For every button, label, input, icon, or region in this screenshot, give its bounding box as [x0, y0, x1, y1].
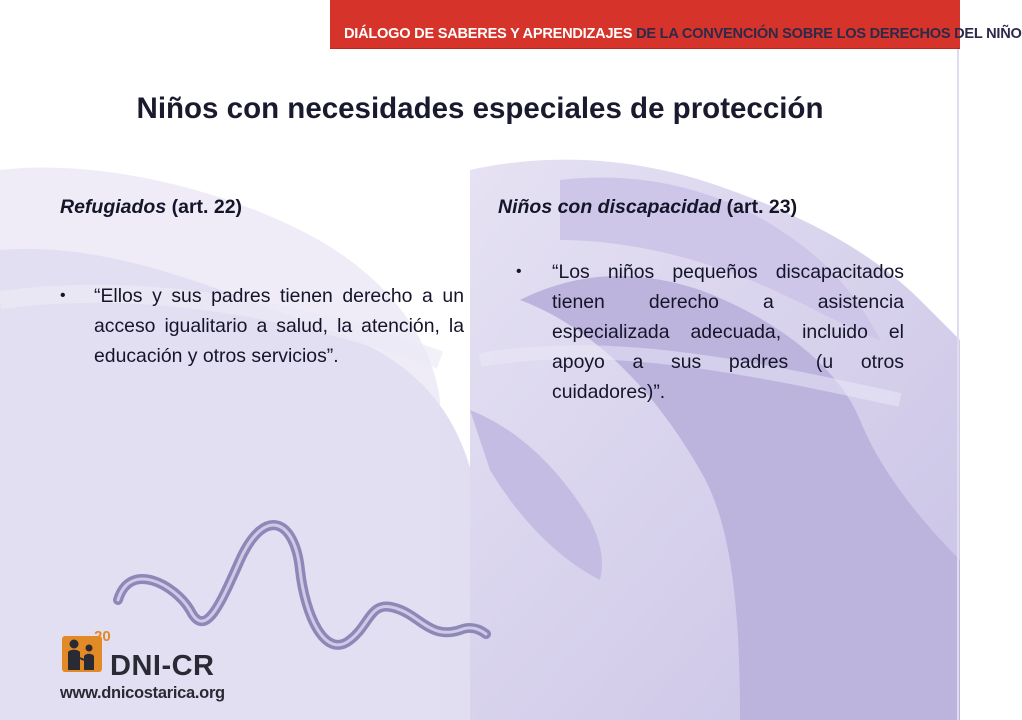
bullet-icon: • [60, 287, 66, 304]
dni-cr-logo [60, 628, 230, 710]
anniversary-number: 20 [94, 628, 111, 645]
header-title-part1: DIÁLOGO DE SABERES Y APRENDIZAJES [344, 26, 637, 42]
right-heading-article: (art. 23) [721, 196, 798, 218]
left-bullet-text: “Ellos y sus padres tienen derecho a un acceso igualitario a salud, la atención, la educación y otros servicios”. [94, 285, 464, 367]
website-link[interactable]: www.dnicostarica.org [60, 684, 225, 702]
header-title-part2: DE LA CONVENCIÓN SOBRE LOS DERECHOS DEL NIÑO [636, 26, 1022, 42]
slide-title: Niños con necesidades especiales de protección [136, 92, 824, 125]
right-bullet-text: “Los niños pequeños discapacitados tienen derecho a asistencia especializada adecuada, incluido el apoyo a sus padres (u otros cuidadores)”. [552, 261, 904, 403]
right-column-heading [498, 196, 797, 219]
left-column-heading [60, 196, 242, 219]
right-heading-italic: Niños con discapacidad [498, 196, 722, 218]
left-heading-article: (art. 22) [166, 196, 243, 218]
logo-name: DNI-CR [110, 650, 215, 682]
left-heading-italic: Refugiados [60, 196, 167, 218]
bullet-icon: • [516, 263, 522, 280]
header-title [344, 24, 1022, 44]
